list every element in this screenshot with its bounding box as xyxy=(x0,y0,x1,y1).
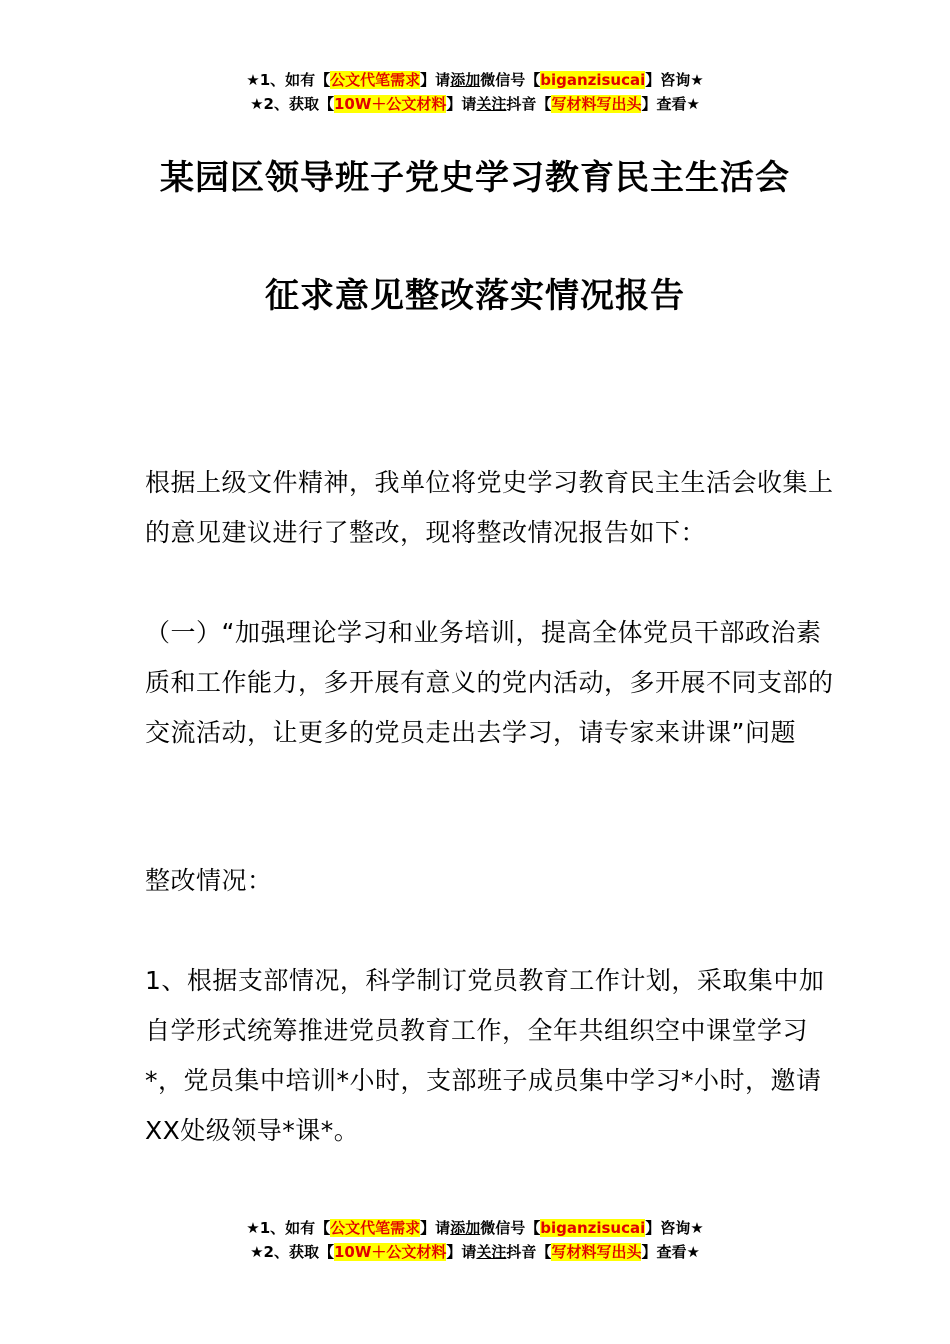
notice-text: ★2、获取【 xyxy=(250,95,334,113)
notice-text: ★1、如有【 xyxy=(246,1219,331,1237)
notice-line-2 xyxy=(0,92,950,116)
highlight-douyin: 写材料写出头 xyxy=(551,1243,642,1261)
notice-text: 抖音【 xyxy=(506,95,552,113)
header-notice xyxy=(0,68,950,116)
section-1-heading xyxy=(145,608,845,758)
notice-text: 】咨询★ xyxy=(645,1219,704,1237)
highlight-wechat-id: biganzisucai xyxy=(540,71,646,89)
highlight-materials: 10W＋公文材料 xyxy=(333,1243,447,1261)
notice-text: 】请 xyxy=(446,1243,477,1261)
notice-underlined: 添加 xyxy=(450,1219,481,1237)
notice-underlined: 关注 xyxy=(476,95,507,113)
highlight-service: 公文代笔需求 xyxy=(330,71,421,89)
document-title-line-2: 征求意见整改落实情况报告 xyxy=(265,276,685,316)
notice-text: 抖音【 xyxy=(506,1243,552,1261)
footer-notice xyxy=(0,1216,950,1264)
item-1-text: 1、根据支部情况，科学制订党员教育工作计划，采取集中加自学形式统筹推进党员教育工作，全年共组织空中课堂学习*，党员集中培训*小时，支部班子成员集中学习*小时，邀请XX处级领导*课*。 xyxy=(145,966,825,1145)
notice-text: ★2、获取【 xyxy=(250,1243,334,1261)
notice-text: ★1、如有【 xyxy=(246,71,331,89)
intro-text: 根据上级文件精神，我单位将党史学习教育民主生活会收集上的意见建议进行了整改，现将整改情况报告如下： xyxy=(145,468,834,547)
highlight-materials: 10W＋公文材料 xyxy=(333,95,447,113)
notice-line-1 xyxy=(0,68,950,92)
notice-text: 】查看★ xyxy=(641,1243,700,1261)
item-1-paragraph xyxy=(145,956,845,1156)
notice-text: 】咨询★ xyxy=(645,71,704,89)
notice-line-1 xyxy=(0,1216,950,1240)
notice-line-2 xyxy=(0,1240,950,1264)
rectify-label xyxy=(145,856,845,906)
notice-text: 微信号【 xyxy=(480,71,541,89)
notice-underlined: 关注 xyxy=(476,1243,507,1261)
notice-text: 微信号【 xyxy=(480,1219,541,1237)
notice-text: 】请 xyxy=(420,1219,451,1237)
notice-text: 】请 xyxy=(446,95,477,113)
notice-text: 】请 xyxy=(420,71,451,89)
notice-underlined: 添加 xyxy=(450,71,481,89)
document-title-line-1: 某园区领导班子党史学习教育民主生活会 xyxy=(160,158,790,198)
highlight-douyin: 写材料写出头 xyxy=(551,95,642,113)
highlight-service: 公文代笔需求 xyxy=(330,1219,421,1237)
notice-text: 】查看★ xyxy=(641,95,700,113)
section-1-heading-text: （一）“加强理论学习和业务培训，提高全体党员干部政治素质和工作能力，多开展有意义的党内活动，多开展不同支部的交流活动，让更多的党员走出去学习，请专家来讲课”问题 xyxy=(145,618,834,747)
intro-paragraph xyxy=(145,458,845,558)
rectify-label-text: 整改情况： xyxy=(145,866,273,895)
highlight-wechat-id: biganzisucai xyxy=(540,1219,646,1237)
